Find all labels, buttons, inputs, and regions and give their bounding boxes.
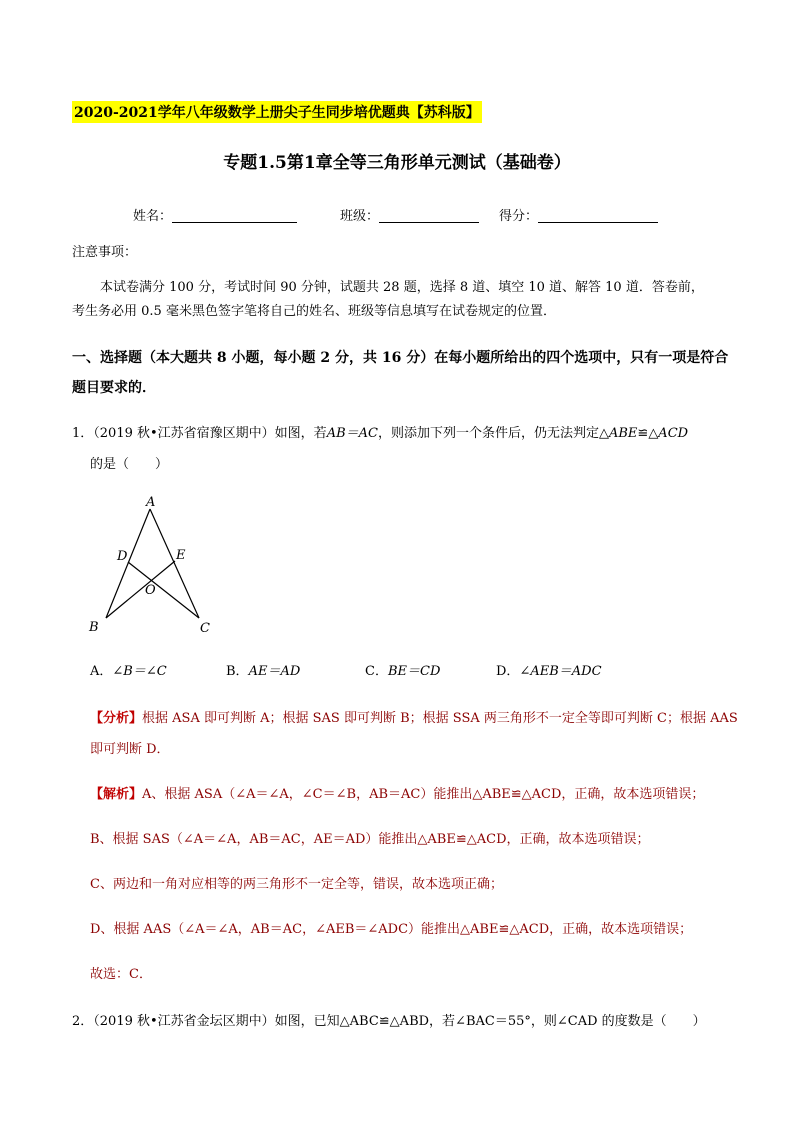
solution-line-3: C、两边和一角对应相等的两三角形不一定全等，错误，故本选项正确；	[90, 877, 503, 892]
score-blank[interactable]	[538, 208, 658, 223]
option-b[interactable]	[226, 660, 300, 679]
question-number: 2．	[72, 1014, 94, 1029]
solution-line-4: D、根据 AAS（∠A＝∠A，AB＝AC，∠AEB＝∠ADC）能推出△ABE≌△ACD，正确，故本选项错误；	[90, 922, 693, 937]
analysis-text: 根据 ASA 即可判断 A；根据 SAS 即可判断 B；根据 SSA 两三角形不一定全等即可判断 C；根据 AAS	[142, 711, 738, 726]
analysis-tag: 【分析】	[90, 711, 143, 726]
question-text: （2019 秋•江苏省金坛区期中）如图，已知△ABC≌△ABD，若∠BAC＝55°，则∠CAD 的度数是（ ）	[93, 1014, 706, 1029]
congruent-symbol: ≌	[637, 426, 649, 441]
score-label: 得分：	[499, 209, 539, 224]
label-b: B	[89, 620, 99, 635]
triangle-figure	[84, 493, 224, 638]
option-a[interactable]	[90, 660, 167, 679]
segment-ab	[106, 509, 150, 618]
label-c: C	[200, 621, 210, 636]
solution-line-5: 故选：C．	[90, 967, 152, 982]
option-letter: C．	[365, 664, 388, 679]
name-field[interactable]	[133, 205, 297, 224]
option-c[interactable]	[365, 660, 440, 679]
class-field[interactable]	[340, 205, 479, 224]
option-d[interactable]	[496, 660, 602, 679]
solution-tag: 【解析】	[90, 787, 143, 802]
question-1-stem	[72, 422, 688, 441]
solution-line-1	[90, 783, 704, 802]
label-e: E	[176, 548, 186, 563]
label-a: A	[146, 495, 156, 510]
option-letter: D．	[496, 664, 520, 679]
notice-line-2: 考生务必用 0.5 毫米黑色签字笔将自己的姓名、班级等信息填写在试卷规定的位置．	[72, 304, 556, 319]
name-blank[interactable]	[172, 208, 297, 223]
section-heading: 一、选择题（本大题共 8 小题，每小题 2 分，共 16 分）在每小题所给出的四个选项中，只有一项是符合题目要求的．	[72, 350, 729, 396]
analysis-line-2: 即可判断 D．	[90, 742, 170, 757]
segment-be	[106, 561, 175, 618]
question-1-stem-line2: 的是（ ）	[90, 457, 169, 472]
class-label: 班级：	[340, 209, 380, 224]
series-banner: 2020-2021学年八年级数学上册尖子生同步培优题典【苏科版】	[72, 101, 482, 123]
notice-heading: 注意事项：	[72, 245, 138, 260]
question-number: 1．	[72, 426, 94, 441]
triangle-acd: △ACD	[648, 426, 689, 441]
notice-line-1: 本试卷满分 100 分，考试时间 90 分钟，试题共 28 题，选择 8 道、填空 10 道、解答 10 道．答卷前，	[100, 280, 704, 295]
option-text: ∠AEB＝ADC	[519, 664, 602, 679]
question-text: 如图，若	[274, 426, 327, 441]
segment-ac	[150, 509, 199, 618]
question-text: ，则添加下列一个条件后，仍无法判定△	[377, 426, 609, 441]
solution-text: A、根据 ASA（∠A＝∠A，∠C＝∠B，AB＝AC）能推出△ABE≌△ACD，正确，故本选项错误；	[142, 787, 705, 802]
score-field[interactable]	[499, 205, 658, 224]
given-condition: AB＝AC	[326, 426, 378, 441]
question-source: （2019 秋•江苏省宿豫区期中）	[93, 426, 275, 441]
class-blank[interactable]	[379, 208, 479, 223]
label-d: D	[117, 549, 128, 564]
question-2-stem	[72, 1010, 706, 1029]
triangle-abe: ABE	[608, 426, 638, 441]
option-text: BE＝CD	[387, 664, 441, 679]
solution-line-2: B、根据 SAS（∠A＝∠A，AB＝AC，AE＝AD）能推出△ABE≌△ACD，正确，故本选项错误；	[90, 832, 650, 847]
page-title: 专题1.5第1章全等三角形单元测试（基础卷）	[223, 153, 571, 173]
analysis-line-1	[90, 707, 738, 726]
option-letter: B．	[226, 664, 249, 679]
label-o: O	[145, 583, 156, 598]
option-text: ∠B＝∠C	[112, 664, 167, 679]
option-text: AE＝AD	[248, 664, 301, 679]
option-letter: A．	[90, 664, 113, 679]
name-label: 姓名：	[133, 209, 173, 224]
